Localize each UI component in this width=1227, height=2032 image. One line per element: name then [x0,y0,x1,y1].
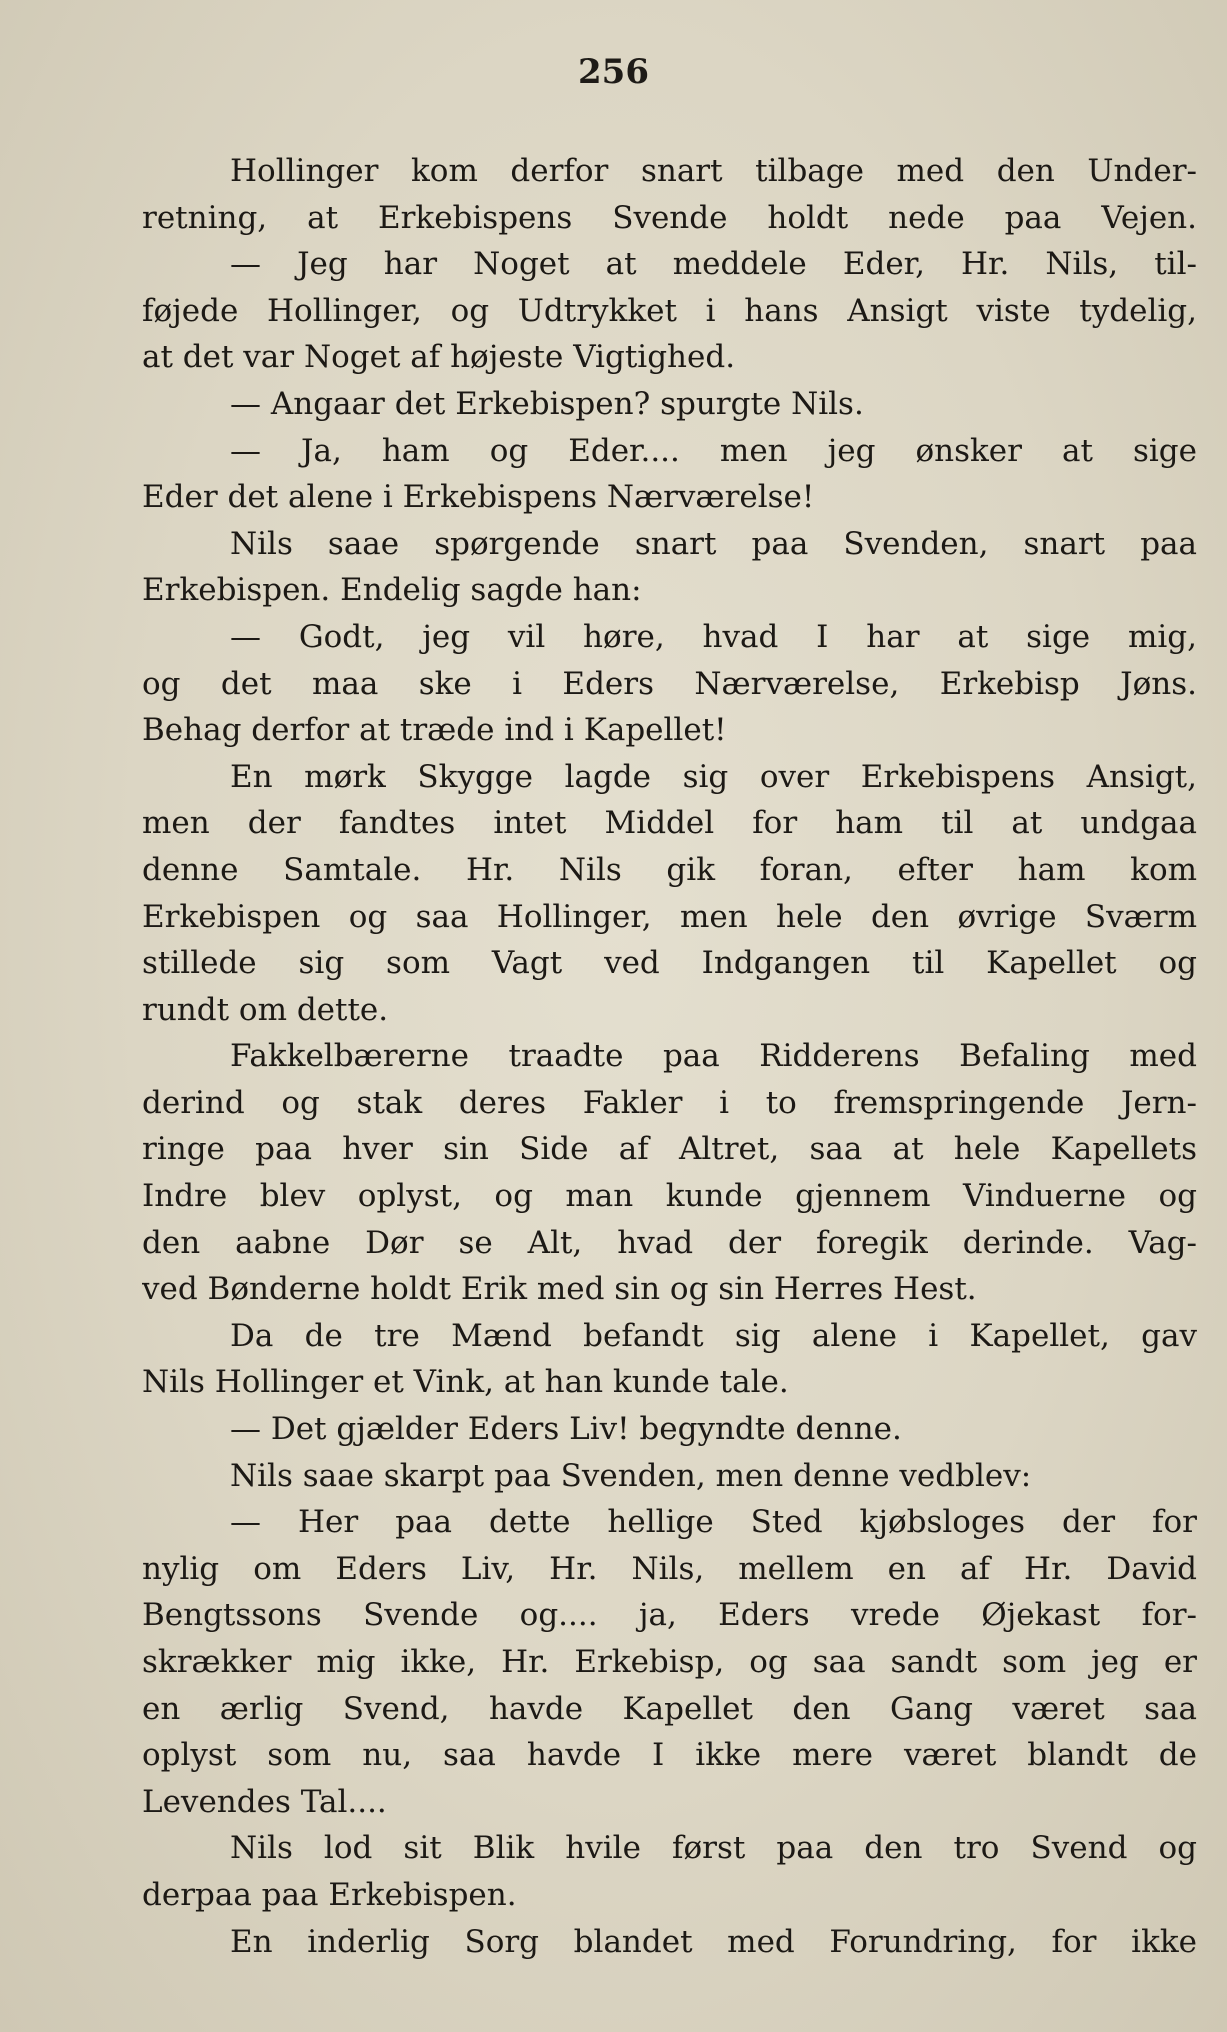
text-line: Bengtssons Svende og.... ja, Eders vrede Øjekast for- [142,1597,1197,1634]
text-line: men der fandtes intet Middel for ham til at undgaa [142,805,1197,842]
text-line: — Jeg har Noget at meddele Eder, Hr. Nils, til- [230,246,1197,283]
text-line: Nils saae skarpt paa Svenden, men denne vedblev: [230,1457,1032,1494]
text-line: Behag derfor at træde ind i Kapellet! [142,712,727,749]
text-line: retning, at Erkebispens Svende holdt nede paa Vejen. [142,199,1197,236]
text-line: oplyst som nu, saa havde I ikke mere været blandt de [142,1737,1197,1774]
text-line: Erkebispen og saa Hollinger, men hele den øvrige Sværm [142,898,1197,935]
text-line: den aabne Dør se Alt, hvad der foregik derinde. Vag- [142,1224,1197,1261]
body-text [142,148,1197,1965]
text-line: derpaa paa Erkebispen. [142,1876,517,1913]
text-line: en ærlig Svend, havde Kapellet den Gang været saa [142,1690,1197,1727]
text-line: ringe paa hver sin Side af Altret, saa at hele Kapellets [142,1131,1197,1168]
text-line: — Her paa dette hellige Sted kjøbsloges der for [230,1504,1197,1541]
text-line: — Angaar det Erkebispen? spurgte Nils. [230,385,864,422]
text-line: Nils Hollinger et Vink, at han kunde tale. [142,1364,789,1401]
text-line: stillede sig som Vagt ved Indgangen til Kapellet og [142,945,1197,982]
text-line: Nils saae spørgende snart paa Svenden, snart paa [230,525,1197,562]
text-line: rundt om dette. [142,991,389,1028]
text-line: Indre blev oplyst, og man kunde gjennem Vinduerne og [142,1178,1197,1215]
text-line: Hollinger kom derfor snart tilbage med den Under- [230,153,1197,189]
text-line: Fakkelbærerne traadte paa Ridderens Befaling med [230,1038,1197,1075]
text-line: ved Bønderne holdt Erik med sin og sin Herres Hest. [142,1271,977,1308]
text-line: at det var Noget af højeste Vigtighed. [142,339,736,376]
text-line: føjede Hollinger, og Udtrykket i hans Ansigt viste tydelig, [142,292,1197,329]
text-line: — Det gjælder Eders Liv! begyndte denne. [230,1411,902,1448]
text-line: En mørk Skygge lagde sig over Erkebispens Ansigt, [230,758,1197,795]
text-line: og det maa ske i Eders Nærværelse, Erkebisp Jøns. [142,665,1197,702]
text-line: nylig om Eders Liv, Hr. Nils, mellem en af Hr. David [142,1550,1197,1587]
text-line: denne Samtale. Hr. Nils gik foran, efter ham kom [142,851,1197,888]
text-line: Da de tre Mænd befandt sig alene i Kapellet, gav [230,1317,1197,1354]
text-line: — Ja, ham og Eder.... men jeg ønsker at sige [230,432,1197,469]
text-line: derind og stak deres Fakler i to fremspringende Jern- [142,1084,1197,1121]
text-line: Levendes Tal.... [142,1783,387,1820]
text-line: — Godt, jeg vil høre, hvad I har at sige mig, [230,618,1197,655]
text-line: skrækker mig ikke, Hr. Erkebisp, og saa sandt som jeg er [142,1644,1197,1680]
text-line: Eder det alene i Erkebispens Nærværelse! [142,479,815,516]
text-line: Nils lod sit Blik hvile først paa den tro Svend og [230,1830,1197,1867]
page-number: 256 [578,52,649,92]
text-line: Erkebispen. Endelig sagde han: [142,572,642,609]
text-line: En inderlig Sorg blandet med Forundring, for ikke [230,1923,1197,1960]
